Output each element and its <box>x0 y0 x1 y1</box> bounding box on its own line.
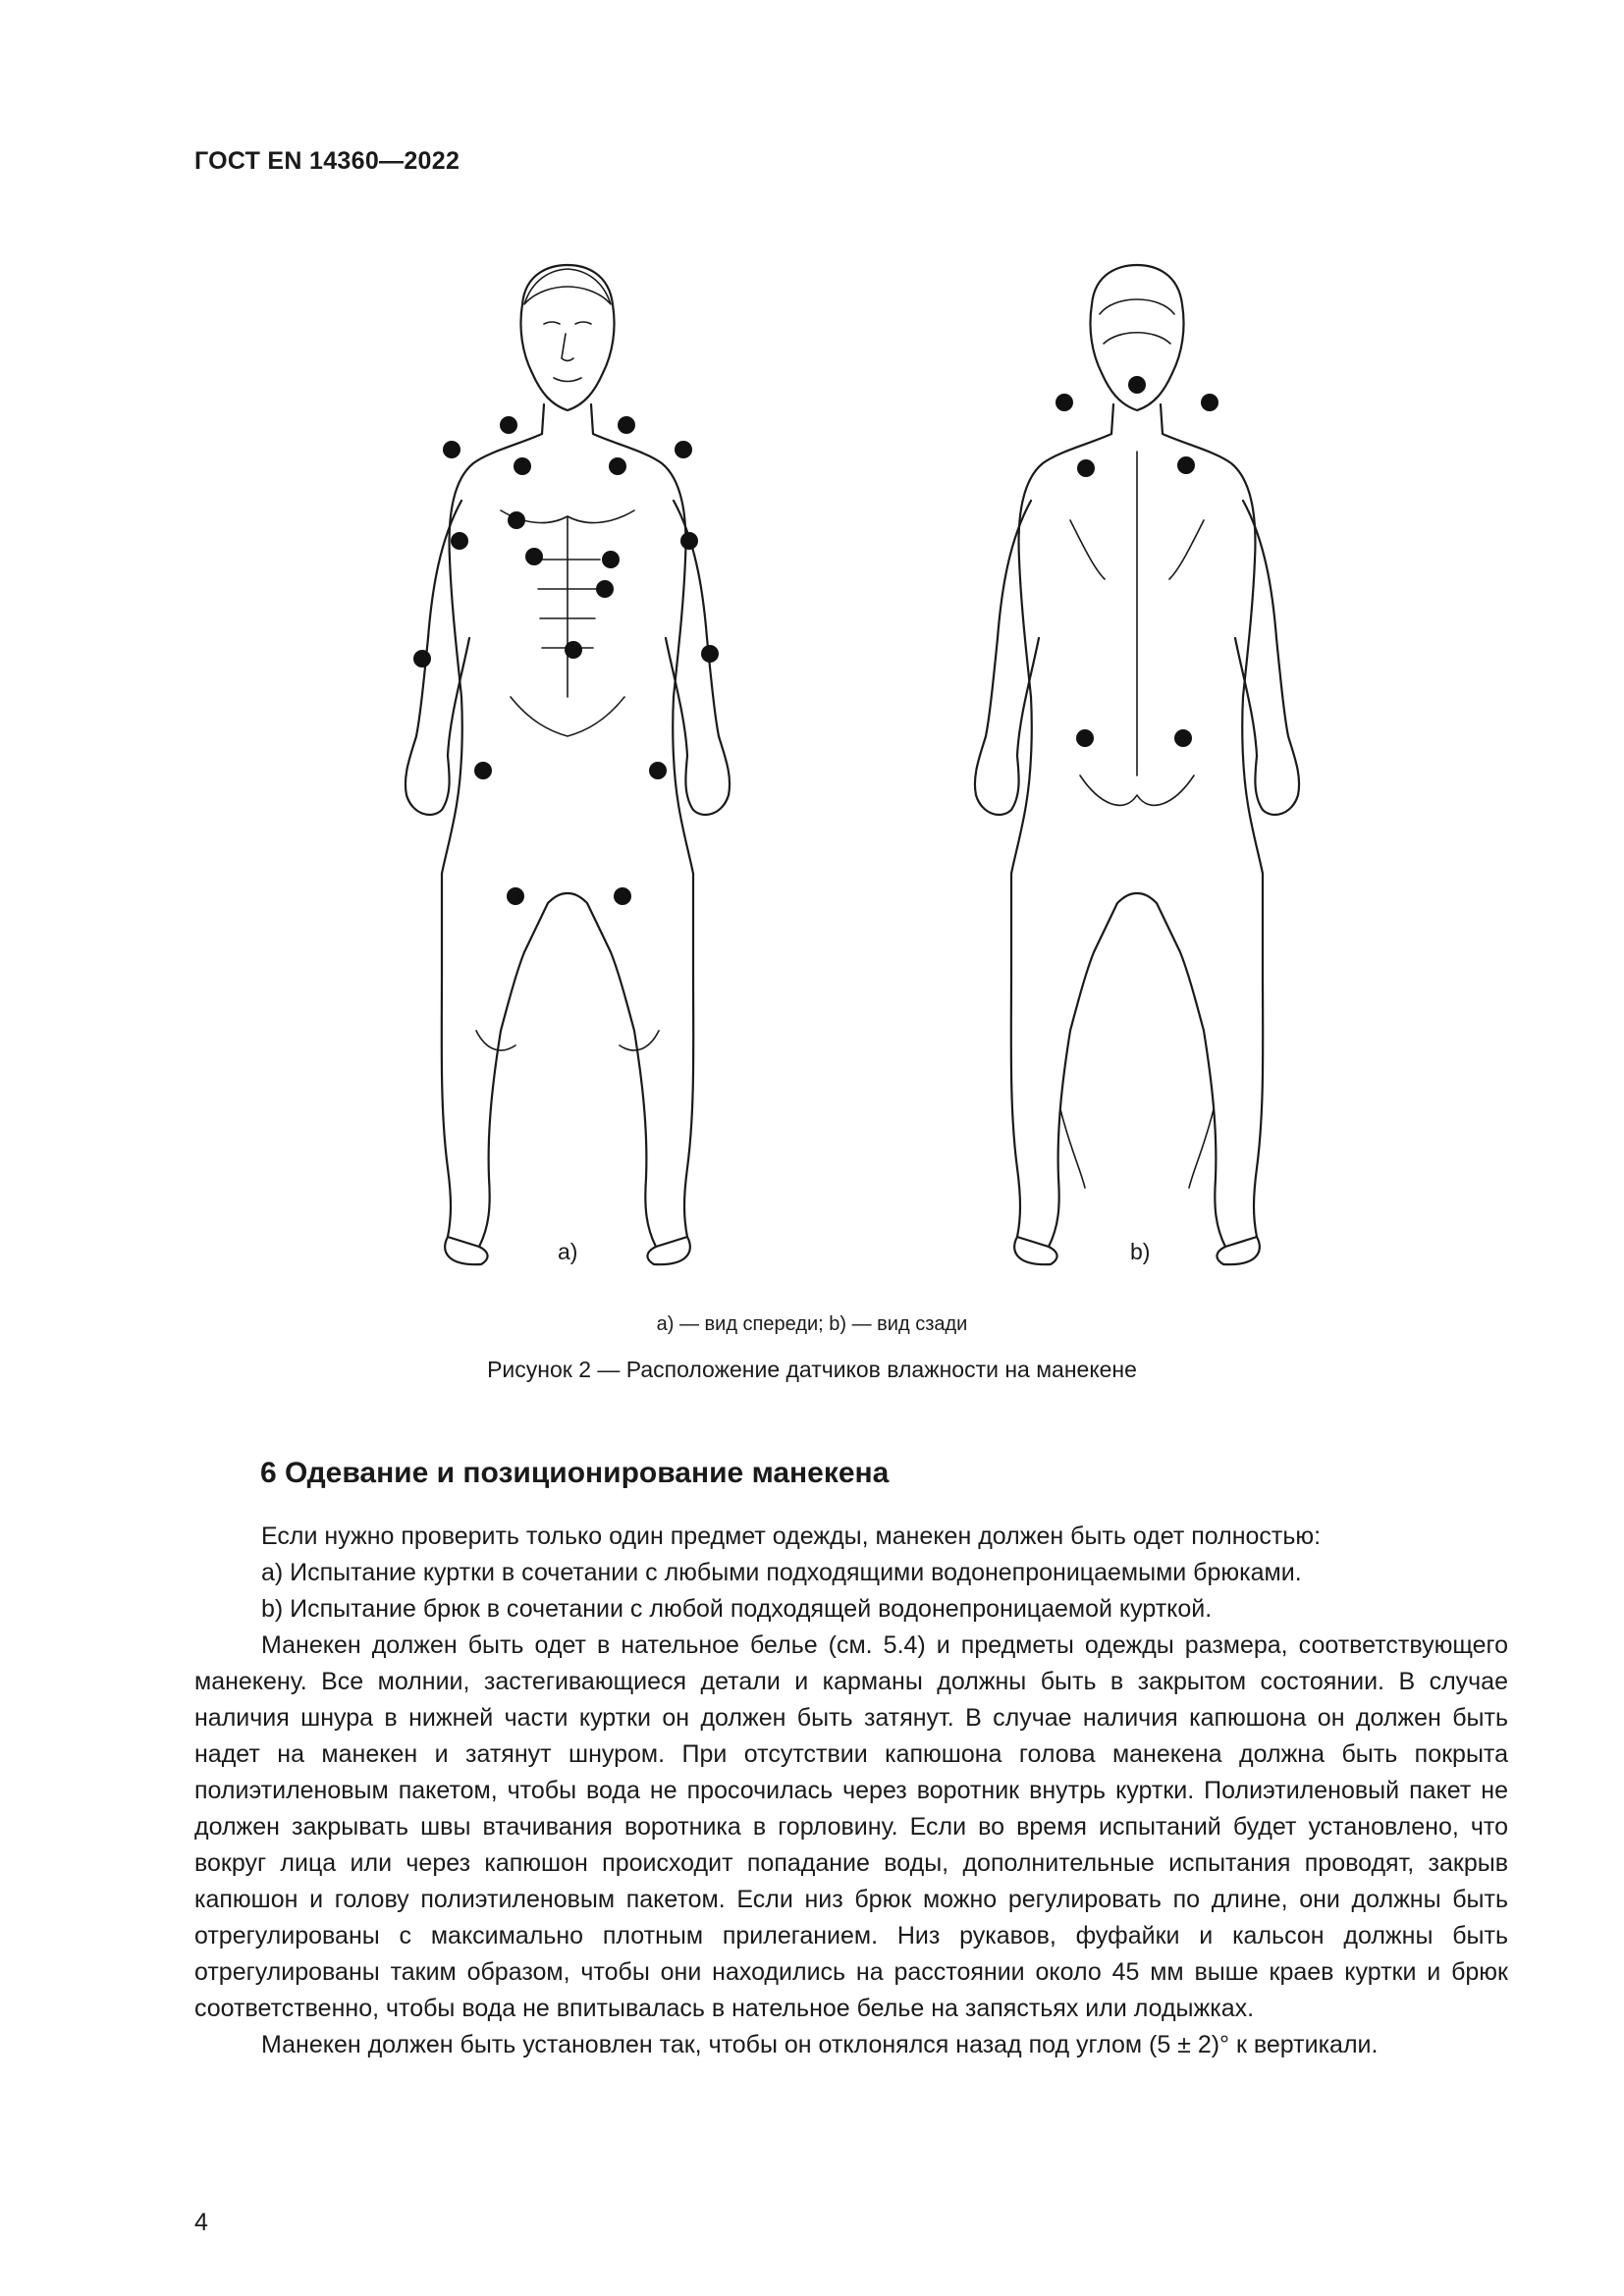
sensor-dot <box>596 580 614 598</box>
figure-legend: а) — вид спереди; b) — вид сзади <box>656 1313 968 1335</box>
sensor-dot <box>1056 394 1073 411</box>
sensor-dot <box>1076 729 1094 747</box>
mannequin-illustration <box>314 226 1394 1286</box>
back-right-arm <box>1235 501 1299 815</box>
sensor-dot <box>602 551 620 568</box>
sensor-dot <box>609 457 626 475</box>
sensor-dot <box>514 457 531 475</box>
page-number: 4 <box>194 2209 208 2236</box>
sensor-dot <box>1177 456 1195 474</box>
sensor-dot <box>1077 459 1095 477</box>
list-item: а) Испытание куртки в сочетании с любыми подходящими водонепроницаемыми брюками. <box>261 1559 1302 1586</box>
sensor-dot <box>443 441 460 458</box>
document-header: ГОСТ EN 14360—2022 <box>194 147 460 175</box>
sensor-dot <box>451 532 468 550</box>
sensor-dot <box>1174 729 1192 747</box>
figure-mannequin-sensors <box>314 226 1394 1286</box>
sensor-dot <box>701 645 719 663</box>
sensor-dot <box>614 887 631 905</box>
sensor-dot <box>474 762 492 779</box>
back-left-arm <box>975 501 1039 815</box>
sensor-dot <box>508 511 525 529</box>
paragraph: Манекен должен быть одет в нательное белье (см. 5.4) и предметы одежды размера, соответствующего манекену. Все молнии, застегивающиеся детали и карманы должны быть в закрытом состоянии. В случае наличия шнура в нижней части куртки он должен быть затянут. В случае наличия капюшона он должен быть надет на манекен и затянут шнуром. При отсутствии капюшона голова манекена должна быть покрыта полиэтиленовым пакетом, чтобы вода не просочилась через воротник внутрь куртки. Полиэтиленовый пакет не должен закрывать швы втачивания воротника в горловину. Если во время испытаний будет установлено, что вокруг лица или через капюшон происходит попадание воды, дополнительные испытания проводят, закрыв капюшон и голову полиэтиленовым пакетом. Если низ брюк можно регулировать по длине, они должны быть отрегулированы с максимально плотным прилеганием. Низ рукавов, фуфайки и кальсон должны быть отрегулированы таким образом, чтобы они находились на расстоянии около 45 мм выше краев куртки и брюк соответственно, чтобы вода не впитывалась в нательное белье на запястьях или лодыжках. <box>194 1631 1508 2022</box>
sensor-dot <box>680 532 698 550</box>
list-item: b) Испытание брюк в сочетании с любой подходящей водонепроницаемой курткой. <box>261 1595 1213 1623</box>
sensor-dot <box>675 441 692 458</box>
figure-label-a: a) <box>558 1239 578 1264</box>
back-view-figure <box>975 265 1299 1264</box>
sensor-dot <box>507 887 524 905</box>
sensor-dot <box>413 650 431 667</box>
sensor-dot <box>500 416 517 434</box>
sensor-dot <box>565 641 582 659</box>
front-right-arm <box>666 501 730 815</box>
sensor-dot <box>618 416 635 434</box>
sensor-dot <box>1128 376 1146 394</box>
section-body <box>194 1519 1508 2063</box>
front-sensors <box>413 416 719 905</box>
figure-caption: Рисунок 2 — Расположение датчиков влажности на манекене <box>487 1357 1137 1382</box>
sensor-dot <box>1201 394 1218 411</box>
sensor-dot <box>525 548 543 565</box>
paragraph: Если нужно проверить только один предмет одежды, манекен должен быть одет полностью: <box>261 1522 1322 1550</box>
paragraph: Манекен должен быть установлен так, чтобы он отклонялся назад под углом (5 ± 2)° к вертикали. <box>261 2031 1379 2058</box>
figure-label-b: b) <box>1130 1239 1151 1264</box>
front-view-figure <box>406 265 730 1264</box>
section-heading: 6 Одевание и позиционирование манекена <box>260 1457 890 1489</box>
sensor-dot <box>649 762 667 779</box>
